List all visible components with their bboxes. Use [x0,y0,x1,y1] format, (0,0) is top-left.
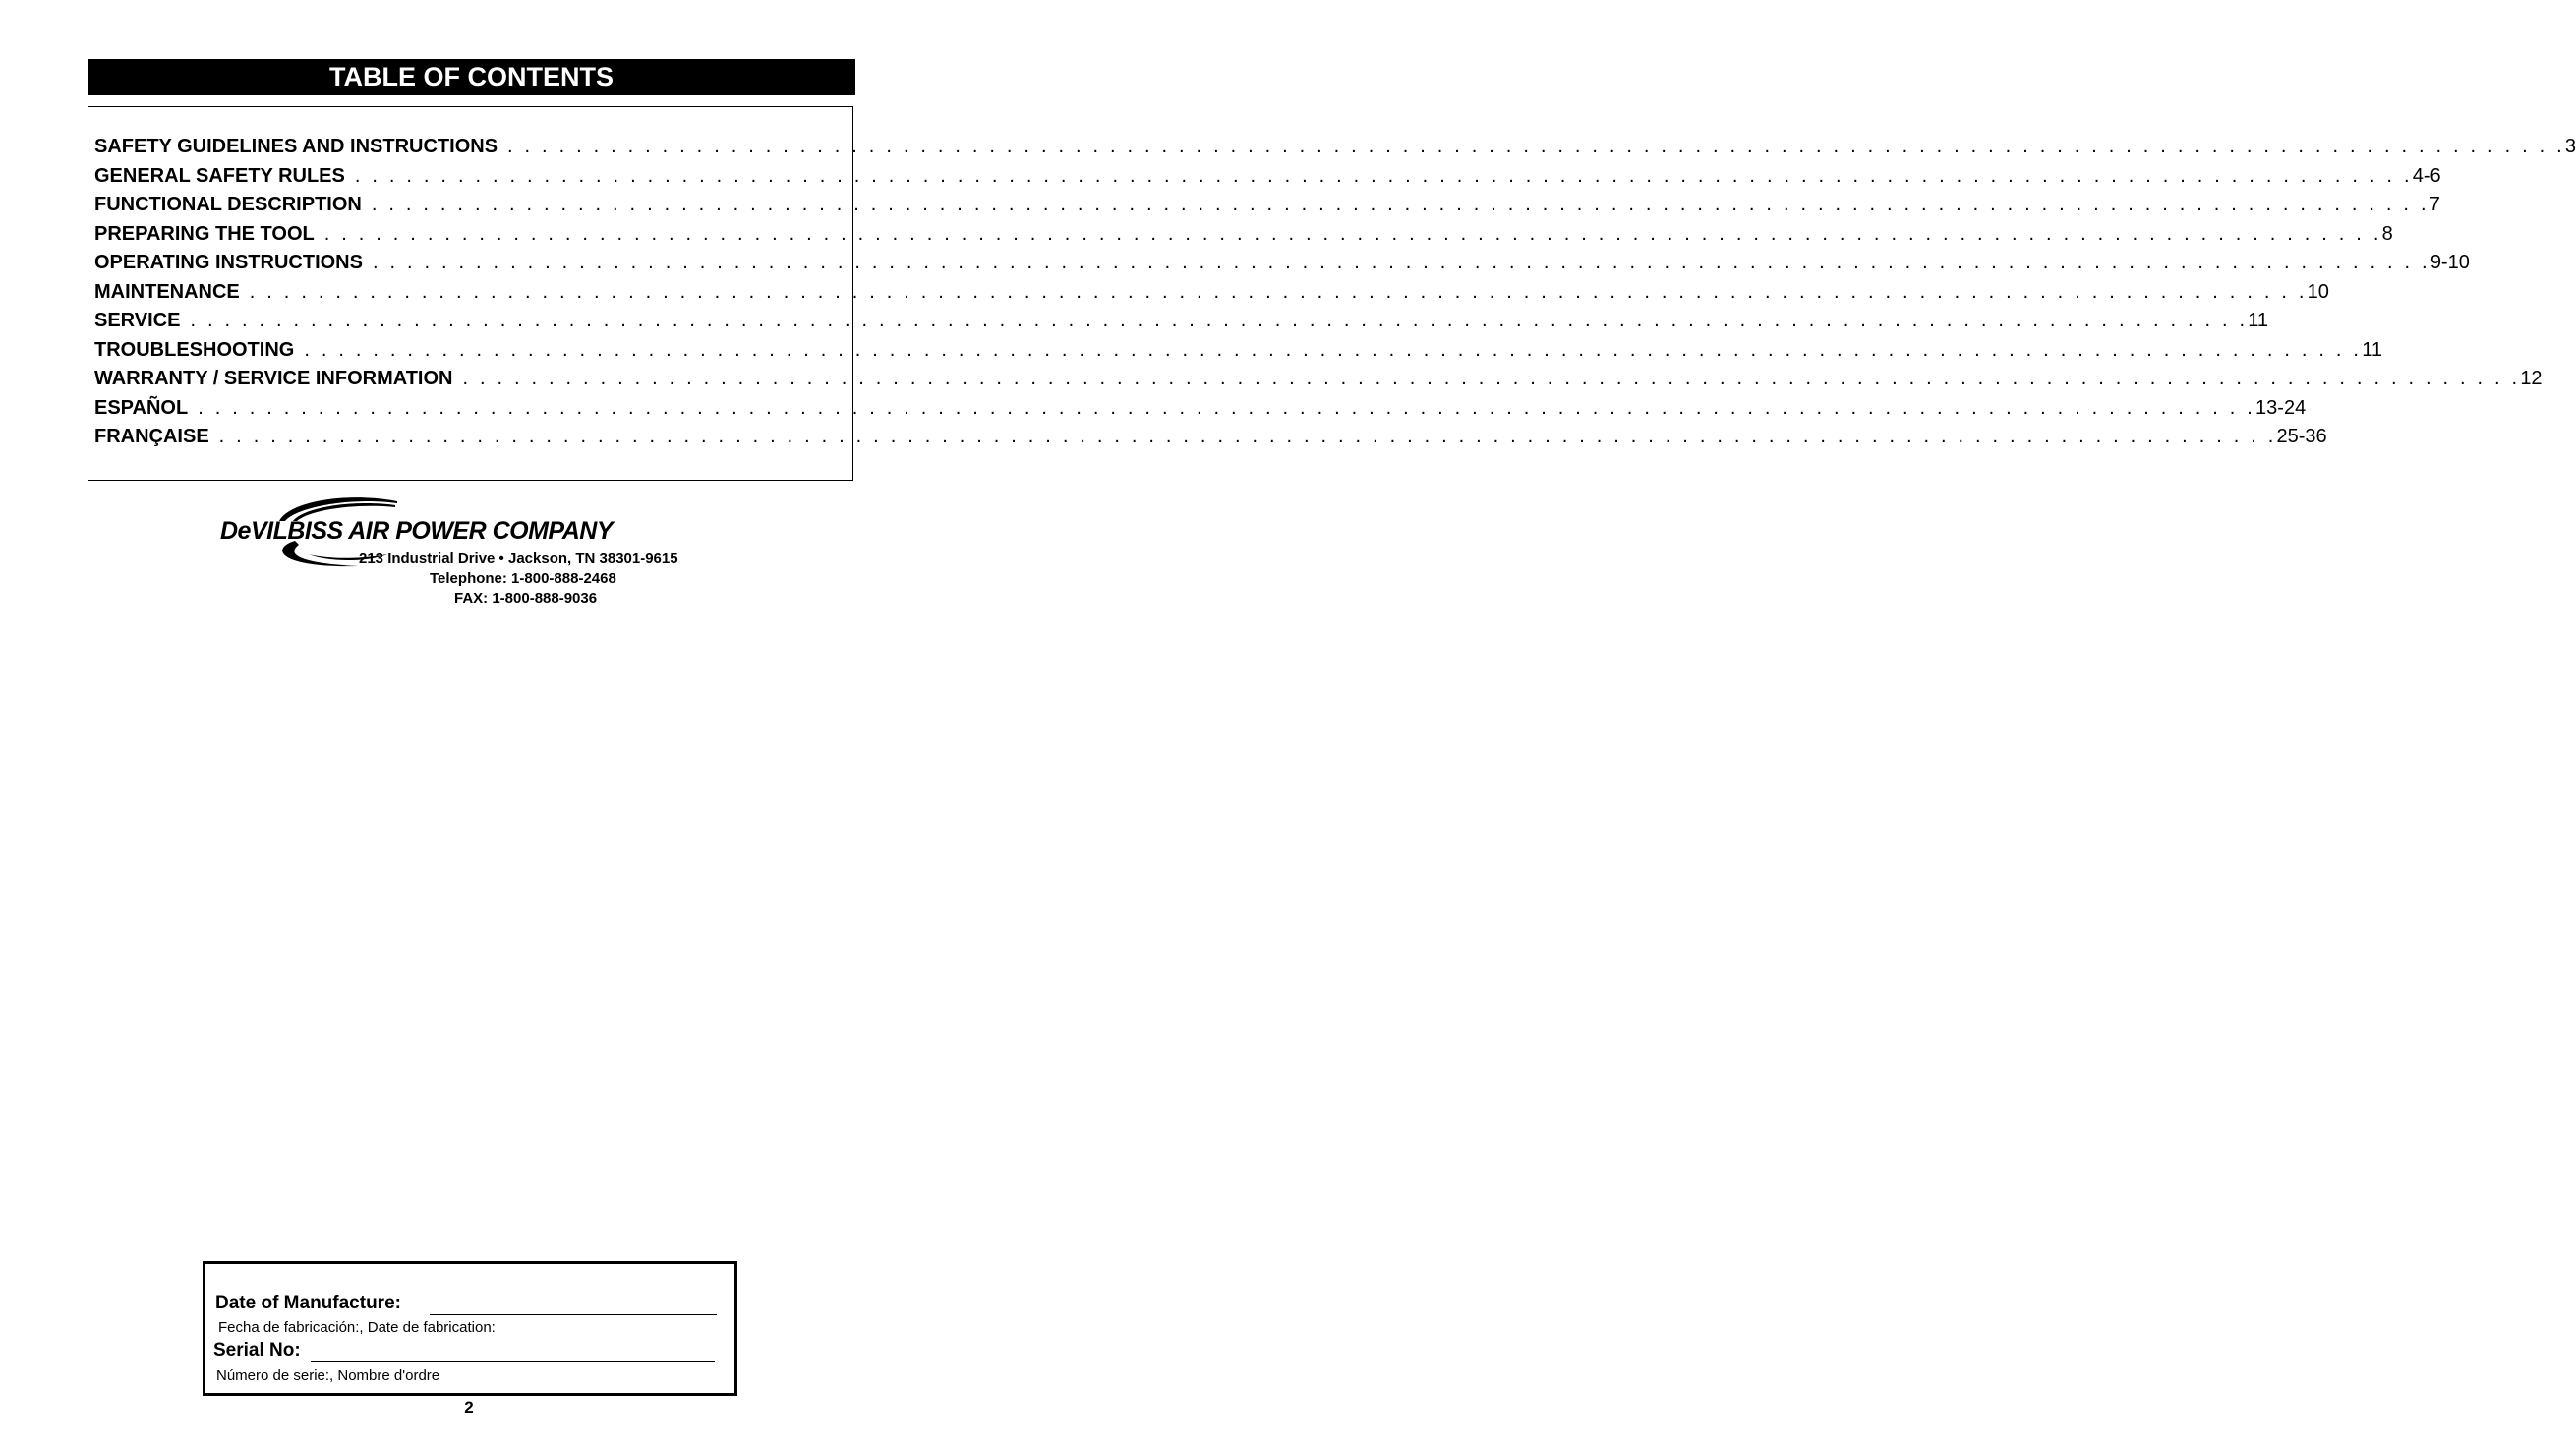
toc-entry [94,394,2307,424]
toc-entry-label: WARRANTY / SERVICE INFORMATION [94,368,453,389]
toc-entry [94,220,2393,250]
toc-entry-page: 4-6 [2412,164,2441,187]
toc-entry-label: PREPARING THE TOOL [94,222,315,245]
toc-entry [94,249,2470,278]
toc-entry-label: FRANÇAISE [94,426,209,447]
toc-entry-label: GENERAL SAFETY RULES [94,164,345,187]
toc-entry-page: 9-10 [2430,252,2470,273]
toc-entry-page: 7 [2429,194,2440,215]
toc-title: TABLE OF CONTENTS [88,59,855,95]
company-telephone: Telephone: 1-800-888-2468 [430,570,616,587]
toc-leader-dots: . . . . . . . . . . . . . . . . . . . . . . . . . . . . . . . . . . . . . . . . . . . . . . . . . . . . . . . . . . . . . . . . . . . . . . . . . . . . . . . . . . . . . . . . . . . . . . . . . . . . . . . . . . . . . . . . . . . . . . . . [371,194,2430,215]
toc-entry-page: 8 [2381,222,2393,245]
toc-entry-page: 10 [2307,280,2329,303]
toc-leader-dots: . . . . . . . . . . . . . . . . . . . . . . . . . . . . . . . . . . . . . . . . . . . . . . . . . . . . . . . . . . . . . . . . . . . . . . . . . . . . . . . . . . . . . . . . . . . . . . . . . . . . . . . . . . . . . . . . . . . . . . . . [462,368,2521,389]
toc-entry-page: 25-36 [2276,426,2327,447]
toc-leader-dots: . . . . . . . . . . . . . . . . . . . . . . . . . . . . . . . . . . . . . . . . . . . . . . . . . . . . . . . . . . . . . . . . . . . . . . . . . . . . . . . . . . . . . . . . . . . . . . . . . . . . . . . . . . . . . . . . . . . . . . . . [304,338,2363,361]
toc-leader-dots: . . . . . . . . . . . . . . . . . . . . . . . . . . . . . . . . . . . . . . . . . . . . . . . . . . . . . . . . . . . . . . . . . . . . . . . . . . . . . . . . . . . . . . . . . . . . . . . . . . . . . . . . . . . . . . . . . . . . . . . . [218,426,2277,447]
serial-number-label: Serial No: [213,1340,301,1361]
toc-entry-page: 3 [2564,136,2576,157]
toc-leader-dots: . . . . . . . . . . . . . . . . . . . . . . . . . . . . . . . . . . . . . . . . . . . . . . . . . . . . . . . . . . . . . . . . . . . . . . . . . . . . . . . . . . . . . . . . . . . . . . . . . . . . . . . . . . . . . . . . . . . . . . . . [372,252,2430,273]
toc-entry-page: 12 [2520,368,2543,389]
toc-leader-dots: . . . . . . . . . . . . . . . . . . . . . . . . . . . . . . . . . . . . . . . . . . . . . . . . . . . . . . . . . . . . . . . . . . . . . . . . . . . . . . . . . . . . . . . . . . . . . . . . . . . . . . . . . . . . . . . . . . . . . . . . [198,396,2256,419]
date-of-manufacture-label: Date of Manufacture: [215,1293,401,1313]
toc-entry-label: OPERATING INSTRUCTIONS [94,252,363,273]
toc-entry-label: SERVICE [94,310,181,331]
toc-leader-dots: . . . . . . . . . . . . . . . . . . . . . . . . . . . . . . . . . . . . . . . . . . . . . . . . . . . . . . . . . . . . . . . . . . . . . . . . . . . . . . . . . . . . . . . . . . . . . . . . . . . . . . . . . . . . . . . . . . . . . . . . [190,310,2249,331]
toc-entry [94,307,2269,336]
date-of-manufacture-translation: Fecha de fabricación:, Date de fabrication: [218,1319,496,1336]
toc-entry-page: 11 [2362,338,2382,361]
date-of-manufacture-field [430,1314,717,1315]
toc-entry [94,162,2441,192]
page-number: 2 [464,1398,474,1417]
company-fax: FAX: 1-800-888-9036 [454,590,598,607]
serial-number-field [311,1361,715,1362]
toc-entry [94,191,2440,220]
toc-entry-label: MAINTENANCE [94,280,240,303]
toc-entry [94,133,2576,162]
toc-entry [94,365,2543,394]
toc-list [94,133,2576,452]
company-name: DeVILBISS AIR POWER COMPANY [220,517,614,545]
toc-entry [94,278,2329,308]
toc-entry-label: FUNCTIONAL DESCRIPTION [94,194,362,215]
toc-entry-label: SAFETY GUIDELINES AND INSTRUCTIONS [94,136,498,157]
toc-entry-page: 11 [2248,310,2269,331]
toc-box [88,106,2576,481]
toc-entry [94,423,2327,452]
company-address: 213 Industrial Drive • Jackson, TN 38301-9615 [359,551,678,567]
toc-leader-dots: . . . . . . . . . . . . . . . . . . . . . . . . . . . . . . . . . . . . . . . . . . . . . . . . . . . . . . . . . . . . . . . . . . . . . . . . . . . . . . . . . . . . . . . . . . . . . . . . . . . . . . . . . . . . . . . . . . . . . . . . [249,280,2308,303]
toc-entry-page: 13-24 [2255,396,2307,419]
toc-entry [94,336,2382,366]
serial-number-translation: Número de serie:, Nombre d'ordre [216,1367,440,1384]
toc-leader-dots: . . . . . . . . . . . . . . . . . . . . . . . . . . . . . . . . . . . . . . . . . . . . . . . . . . . . . . . . . . . . . . . . . . . . . . . . . . . . . . . . . . . . . . . . . . . . . . . . . . . . . . . . . . . . . . . . . . . . . . . . [323,222,2382,245]
manufacture-info-box [203,1261,737,1396]
toc-entry-label: TROUBLESHOOTING [94,338,295,361]
toc-entry-label: ESPAÑOL [94,396,189,419]
toc-leader-dots: . . . . . . . . . . . . . . . . . . . . . . . . . . . . . . . . . . . . . . . . . . . . . . . . . . . . . . . . . . . . . . . . . . . . . . . . . . . . . . . . . . . . . . . . . . . . . . . . . . . . . . . . . . . . . . . . . . . . . . . . [354,164,2413,187]
toc-leader-dots: . . . . . . . . . . . . . . . . . . . . . . . . . . . . . . . . . . . . . . . . . . . . . . . . . . . . . . . . . . . . . . . . . . . . . . . . . . . . . . . . . . . . . . . . . . . . . . . . . . . . . . . . . . . . . . . . . . . . . . . . [507,136,2565,157]
